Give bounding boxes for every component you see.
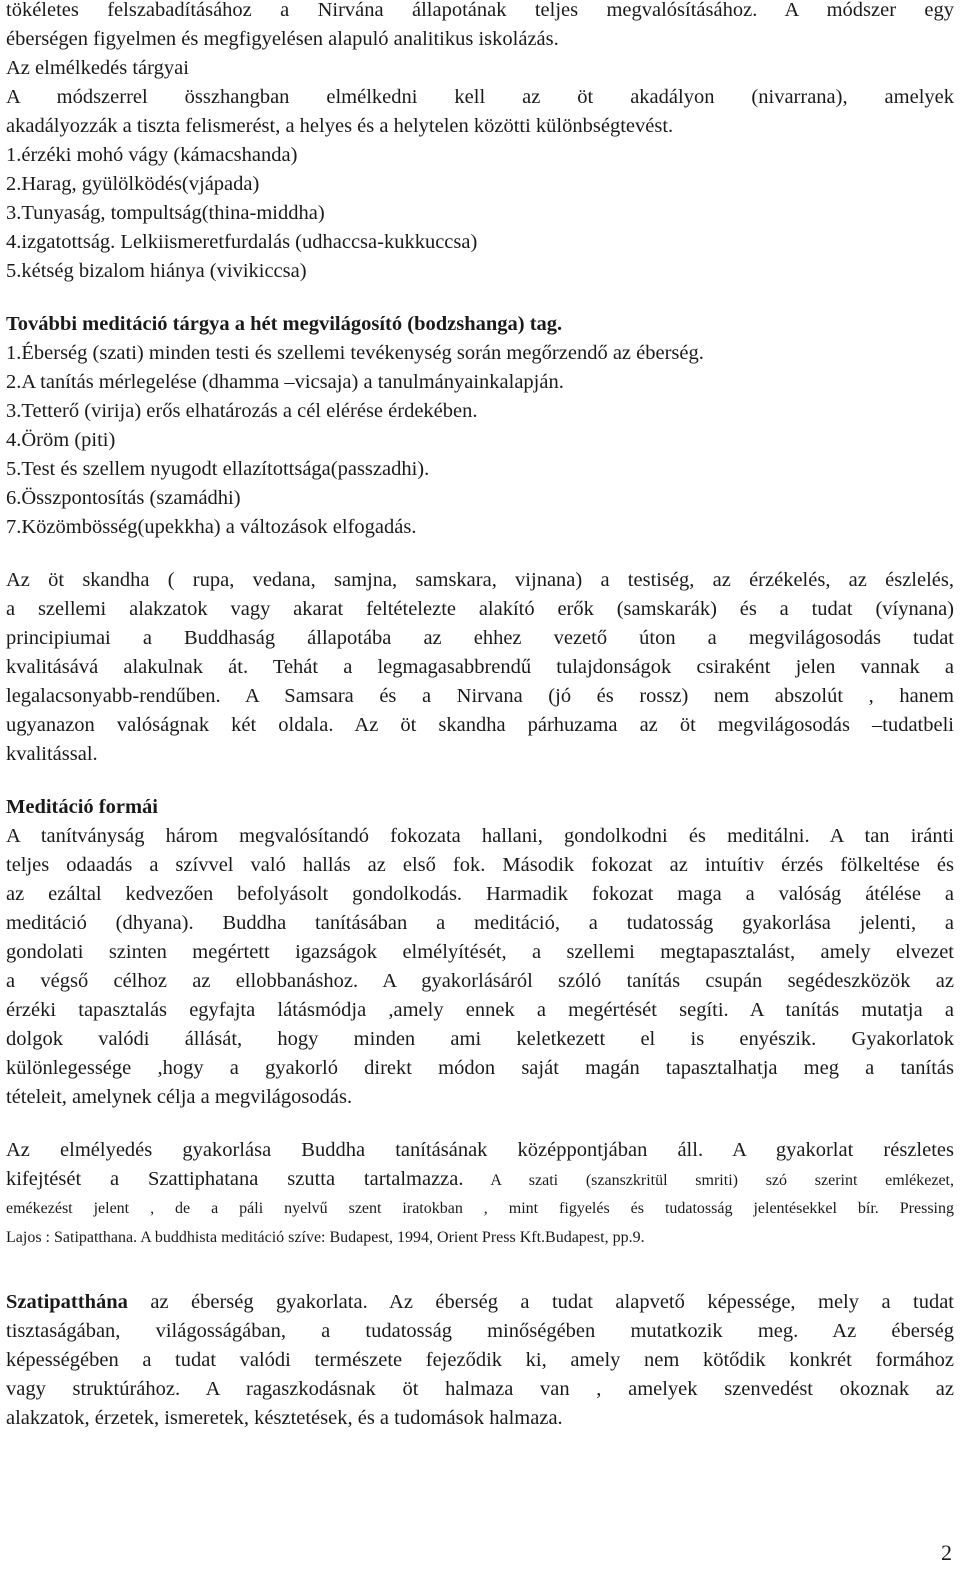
intro-line-2: éberségen figyelmen és megfigyelésen alapuló analitikus iskolázás.	[6, 28, 559, 50]
factor-item: 1.Éberség (szati) minden testi és szellemi tevékenység során megőrzendő az éberség.	[6, 342, 704, 364]
section-heading-objects: Az elmélkedés tárgyai	[6, 57, 189, 79]
practice-line-1: Az elmélyedés gyakorlása Buddha tanításának középpontjában áll. A gyakorlat részletes	[6, 1139, 954, 1161]
skandha-line: principiumai a Buddhaság állapotába az ehhez vezető úton a megvilágosodás tudat	[6, 627, 954, 649]
factor-item: 5.Test és szellem nyugodt ellazítottsága(passzadhi).	[6, 458, 430, 480]
forms-line: az ezáltal kedvezően befolyásolt gondolkodás. Harmadik fokozat maga a valóság átélése a	[6, 883, 954, 905]
practice-text: kifejtését a Szattiphatana szutta tartalmazza.	[6, 1168, 464, 1190]
satipatthana-line: vagy struktúrához. A ragaszkodásnak öt halmaza van , amelyek szenvedést okoznak az	[6, 1378, 954, 1400]
factor-item: 6.Összpontosítás (szamádhi)	[6, 487, 241, 509]
objects-line-1: A módszerrel összhangban elmélkedni kell az öt akadályon (nivarrana), amelyek	[6, 86, 954, 108]
forms-line: meditáció (dhyana). Buddha tanításában a meditáció, a tudatosság gyakorlása jelenti, a	[6, 912, 954, 934]
satipatthana-term: Szatipatthána	[6, 1291, 128, 1313]
skandha-line: a szellemi alakzatok vagy akarat feltételezte alakító erők (samskarák) és a tudat (víynana)	[6, 598, 954, 620]
satipatthana-line-1	[6, 1288, 954, 1317]
forms-line: érzéki tapasztalás egyfajta látásmódja ,amely ennek a megértését segíti. A tanítás mutatja a	[6, 999, 954, 1021]
hindrance-item: 3.Tunyaság, tompultság(thina-middha)	[6, 202, 325, 224]
document-page	[6, 0, 954, 1433]
section-heading-factors: További meditáció tárgya a hét megvilágosító (bodzshanga) tag.	[6, 313, 563, 335]
factor-item: 7.Közömbösség(upekkha) a változások elfogadás.	[6, 516, 417, 538]
practice-line-2	[6, 1165, 954, 1194]
factor-item: 2.A tanítás mérlegelése (dhamma –vicsaja) a tanulmányainkalapján.	[6, 371, 564, 393]
page-number: 2	[941, 1540, 952, 1565]
satipatthana-line-last: alakzatok, érzetek, ismeretek, késztetések, és a tudomások halmaza.	[6, 1407, 563, 1429]
citation-line-3: Lajos : Satipatthana. A buddhista meditáció szíve: Budapest, 1994, Orient Press Kft.Budapest, pp.9.	[6, 1229, 645, 1246]
satipatthana-line-1-text: az éberség gyakorlata. Az éberség a tudat alapvető képessége, mely a tudat	[127, 1291, 954, 1313]
intro-line-1: tökéletes felszabadításához a Nirvána állapotának teljes megvalósításához. A módszer egy	[6, 0, 954, 21]
forms-line: A tanítványság három megvalósítandó fokozata hallani, gondolkodni és meditálni. A tan iránti	[6, 825, 954, 847]
skandha-line: kvalitásává alakulnak át. Tehát a legmagasabbrendű tulajdonságok csiraként jelen vannak a	[6, 656, 954, 678]
forms-line: dolgok valódi állását, hogy minden ami keletkezett el is enyészik. Gyakorlatok	[6, 1028, 954, 1050]
skandha-line: Az öt skandha ( rupa, vedana, samjna, samskara, vijnana) a testiség, az érzékelés, az észlelés,	[6, 569, 954, 591]
forms-line: teljes odaadás a szívvel való hallás az első fok. Második fokozat az intuítiv érzés fölkeltése és	[6, 854, 954, 876]
forms-line-last: tételeit, amelynek célja a megvilágosodás.	[6, 1086, 353, 1108]
hindrance-item: 2.Harag, gyülölködés(vjápada)	[6, 173, 260, 195]
skandha-line: ugyanazon valóságnak két oldala. Az öt skandha párhuzama az öt megvilágosodás –tudatbeli	[6, 714, 954, 736]
skandha-line: legalacsonyabb-rendűben. A Samsara és a Nirvana (jó és rossz) nem abszolút , hanem	[6, 685, 954, 707]
skandha-line-last: kvalitással.	[6, 743, 98, 765]
satipatthana-line: képességében a tudat valódi természete fejeződik ki, amely nem kötődik konkrét formához	[6, 1349, 954, 1371]
section-heading-forms: Meditáció formái	[6, 796, 158, 818]
hindrance-item: 5.kétség bizalom hiánya (vivikiccsa)	[6, 260, 307, 282]
citation-line-2: emékezést jelent , de a páli nyelvű szent iratokban , mint figyelés és tudatosság jelentésekkel bír. Pressing	[6, 1200, 954, 1217]
factor-item: 4.Öröm (piti)	[6, 429, 116, 451]
hindrance-item: 4.izgatottság. Lelkiismeretfurdalás (udhaccsa-kukkuccsa)	[6, 231, 478, 253]
citation-note: A szati (szanszkritül smriti) szó szerint emlékezet,	[463, 1172, 954, 1189]
forms-line: a végső célhoz az ellobbanáshoz. A gyakorlásáról szóló tanítás csupán segédeszközök az	[6, 970, 954, 992]
forms-line: gondolati szinten megértett igazságok elmélyítését, a szellemi megtapasztalást, amely elvezet	[6, 941, 954, 963]
satipatthana-line: tisztaságában, világosságában, a tudatosság minőségében mutatkozik meg. Az éberség	[6, 1320, 954, 1342]
factor-item: 3.Tetterő (virija) erős elhatározás a cél elérése érdekében.	[6, 400, 478, 422]
objects-line-2: akadályozzák a tiszta felismerést, a helyes és a helytelen közötti különbségtevést.	[6, 115, 674, 137]
hindrance-item: 1.érzéki mohó vágy (kámacshanda)	[6, 144, 298, 166]
forms-line: különlegessége ,hogy a gyakorló direkt módon saját magán tapasztalhatja meg a tanítás	[6, 1057, 954, 1079]
